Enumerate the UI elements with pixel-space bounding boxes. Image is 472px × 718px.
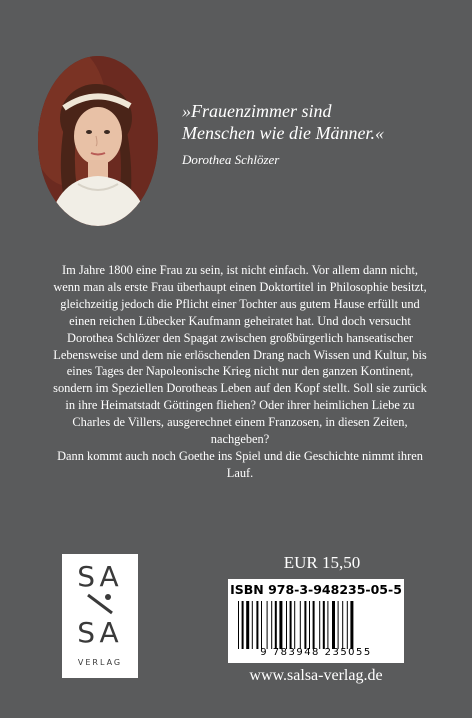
portrait-medallion	[38, 56, 158, 226]
isbn-label: ISBN 978-3-948235-05-5	[230, 582, 402, 597]
barcode-stripe	[338, 601, 339, 649]
barcode-stripe	[252, 601, 253, 649]
barcode-stripe	[342, 601, 343, 649]
barcode-stripe	[279, 601, 282, 649]
quote-author: Dorothea Schlözer	[182, 152, 280, 167]
barcode-stripe	[347, 601, 348, 649]
quote	[182, 100, 452, 144]
blurb-paragraph-2: Dann kommt auch noch Goethe ins Spiel und die Geschichte nimmt ihren Lauf.	[57, 448, 423, 480]
barcode-stripe	[319, 601, 320, 649]
quote-line-1: »Frauenzimmer sind	[182, 101, 332, 121]
barcode-stripe	[323, 601, 325, 649]
portrait-image	[38, 56, 158, 226]
barcode-stripe	[309, 601, 310, 649]
barcode-stripe	[238, 601, 239, 649]
website-url: www.salsa-verlag.de	[249, 667, 383, 684]
barcode-stripe	[304, 601, 306, 649]
barcode-bars	[236, 601, 398, 649]
barcode-stripe	[290, 601, 292, 649]
blurb-text	[52, 262, 428, 482]
barcode-stripe	[350, 601, 353, 649]
barcode-stripe	[261, 601, 262, 649]
quote-line-2: Menschen wie die Männer.«	[182, 123, 384, 143]
logo-text-line-2: SA	[77, 616, 123, 649]
price: EUR 15,50	[283, 553, 361, 572]
barcode-stripe	[275, 601, 277, 649]
barcode-stripe	[327, 601, 328, 649]
publisher-logo	[62, 554, 138, 678]
logo-text-line-1: SA	[77, 560, 123, 593]
barcode-stripe	[267, 601, 268, 649]
blurb-paragraph-1: Im Jahre 1800 eine Frau zu sein, ist nicht einfach. Vor allem dann nicht, wenn man als erste Frau überhaupt einen Doktortitel in Philosophie besitzt, gleichzeitig jedoch die Pflicht einer Tochter aus gutem Hause erfüllt und einen reichen Lübecker Kaufmann geheiratet hat. Und doch versucht Dorothea Schlözer den Spagat zwischen großbürgerlich hanseatischer Lebensweise und dem nie erlöschenden Drang nach Wissen und Kultur, bis eines Tages der Napoleonische Krieg nicht nur den ganzen Kontinent, sondern im Speziellen Dorotheas Leben auf den Kopf stellt. Soll sie zurück in ihre Heimatstadt Göttingen fliehen? Oder ihrer heimlichen Liebe zu Charles de Villers, ausgerechnet einem Franzosen, in diesen Zeiten, nachgeben?	[53, 263, 427, 447]
logo-subtitle: VERLAG	[77, 658, 123, 667]
barcode-stripe	[300, 601, 301, 649]
barcode-box	[228, 579, 404, 663]
barcode-stripe	[242, 601, 244, 649]
barcode-stripe	[294, 601, 295, 649]
barcode-stripe	[256, 601, 258, 649]
barcode-stripe	[246, 601, 249, 649]
barcode-digits: 9 783948 235055	[260, 647, 372, 658]
logo-mark-icon	[84, 592, 116, 616]
barcode-stripe	[271, 601, 272, 649]
barcode-stripe	[286, 601, 287, 649]
barcode-stripe	[313, 601, 315, 649]
barcode-stripe	[332, 601, 335, 649]
